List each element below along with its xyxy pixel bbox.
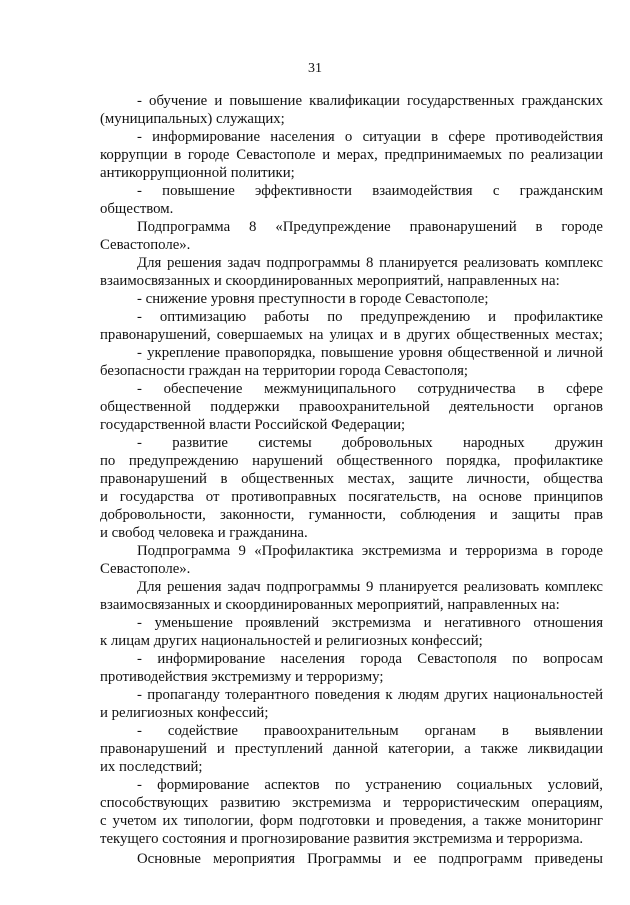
- text-line: Для решения задач подпрограммы 8 планируется реализовать комплекс: [137, 255, 603, 271]
- text-line: - оптимизацию работы по предупреждению и профилактике: [137, 309, 603, 325]
- text-line: и свобод человека и гражданина.: [100, 525, 308, 541]
- text-line: - укрепление правопорядка, повышение уровня общественной и личной: [137, 345, 603, 361]
- text-line: - содействие правоохранительным органам в выявлении: [137, 723, 603, 739]
- text-line: по предупреждению нарушений общественного порядка, профилактике: [100, 453, 603, 469]
- text-line: взаимосвязанных и скоординированных мероприятий, направленных на:: [100, 597, 560, 613]
- text-line: Основные мероприятия Программы и ее подпрограмм приведены: [137, 851, 603, 867]
- text-line: Для решения задач подпрограммы 9 планируется реализовать комплекс: [137, 579, 603, 595]
- text-line: - уменьшение проявлений экстремизма и негативного отношения: [137, 615, 603, 631]
- text-line: - информирование населения города Севастополя по вопросам: [137, 651, 603, 667]
- text-line: безопасности граждан на территории города Севастополя;: [100, 363, 469, 379]
- text-line: добровольности, законности, гуманности, соблюдения и защиты прав: [100, 507, 603, 523]
- text-line: и государства от противоправных посягательств, на основе принципов: [100, 489, 603, 505]
- text-line: правонарушений и преступлений данной категории, а также ликвидации: [100, 741, 603, 757]
- text-line: - развитие системы добровольных народных дружин: [137, 435, 603, 451]
- text-line: их последствий;: [100, 759, 203, 775]
- text-line: (муниципальных) служащих;: [100, 111, 285, 127]
- text-line: правонарушений, совершаемых на улицах и в других общественных местах;: [100, 327, 603, 343]
- text-line: - информирование населения о ситуации в сфере противодействия: [137, 129, 603, 145]
- text-line: - пропаганду толерантного поведения к людям других национальностей: [137, 687, 603, 703]
- text-line: - обеспечение межмуниципального сотрудничества в сфере: [137, 381, 603, 397]
- text-line: Севастополе».: [100, 561, 191, 577]
- page-number: 31: [308, 61, 322, 76]
- text-line: с учетом их типологии, форм подготовки и проведения, а также мониторинг: [100, 813, 603, 829]
- text-line: правонарушений в общественных местах, защите личности, общества: [100, 471, 603, 487]
- text-line: - обучение и повышение квалификации государственных гражданских: [137, 93, 603, 109]
- text-line: государственной власти Российской Федерации;: [100, 417, 406, 433]
- text-line: коррупции в городе Севастополе и мерах, предпринимаемых по реализации: [100, 147, 603, 163]
- text-line: обществом.: [100, 201, 174, 217]
- text-line: - повышение эффективности взаимодействия с гражданским: [137, 183, 603, 199]
- text-line: - формирование аспектов по устранению социальных условий,: [137, 777, 603, 793]
- text-line: общественной поддержки правоохранительной деятельности органов: [100, 399, 603, 415]
- text-line: - снижение уровня преступности в городе Севастополе;: [137, 291, 489, 307]
- text-line: антикоррупционной политики;: [100, 165, 295, 181]
- text-line: способствующих развитию экстремизма и террористическим операциям,: [100, 795, 603, 811]
- text-line: Севастополе».: [100, 237, 191, 253]
- subprogram-heading: Подпрограмма 9 «Профилактика экстремизма и терроризма в городе: [137, 543, 603, 559]
- text-line: к лицам других национальностей и религиозных конфессий;: [100, 633, 483, 649]
- text-line: взаимосвязанных и скоординированных мероприятий, направленных на:: [100, 273, 560, 289]
- subprogram-heading: Подпрограмма 8 «Предупреждение правонарушений в городе: [137, 219, 603, 235]
- text-line: и религиозных конфессий;: [100, 705, 269, 721]
- text-line: противодействия экстремизму и терроризму;: [100, 669, 384, 685]
- text-line: текущего состояния и прогнозирование развития экстремизма и терроризма.: [100, 831, 584, 847]
